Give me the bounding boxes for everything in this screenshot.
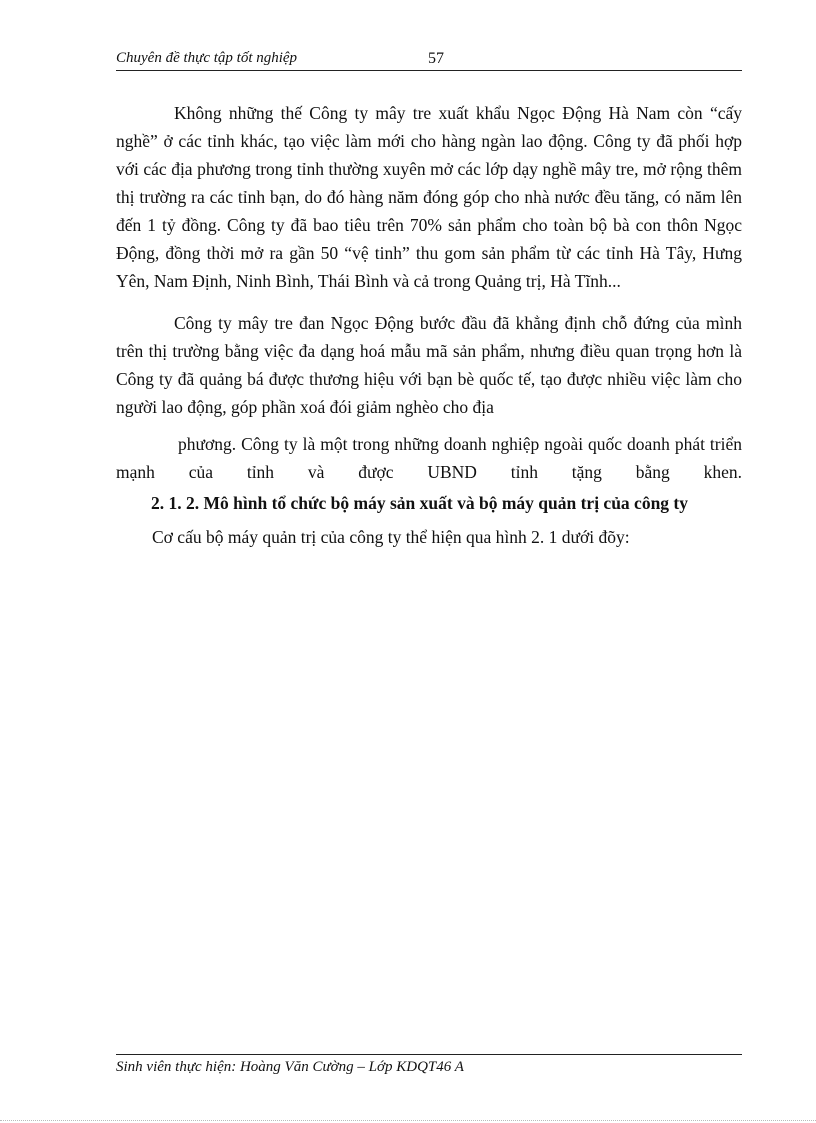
document-body (116, 99, 742, 551)
header-title: Chuyên đề thực tập tốt nghiệp (116, 50, 298, 66)
paragraph: phương. Công ty là một trong những doanh nghiệp ngoài quốc doanh phát triển mạnh của tỉnh và được UBND tỉnh tặng bằng khen. (116, 434, 742, 482)
page-number: 57 (428, 50, 444, 67)
paragraph: Cơ cấu bộ máy quản trị của công ty thể hiện qua hình 2. 1 dưới đõy: (152, 527, 630, 547)
paragraph: Không những thế Công ty mây tre xuất khẩu Ngọc Động Hà Nam còn “cấy nghề” ở các tỉnh khác, tạo việc làm mới cho hàng ngàn lao động. Công ty đã phối hợp với các địa phương trong tỉnh thường xuyên mở các lớp dạy nghề mây tre, mở rộng thêm thị trường ra các tỉnh bạn, do đó hàng năm đóng góp cho nhà nước đều tăng, có năm lên đến 1 tỷ đồng. Công ty đã bao tiêu trên 70% sản phẩm cho toàn bộ bà con thôn Ngọc Động, đồng thời mở ra gần 50 “vệ tinh” thu gom sản phẩm từ các tỉnh Hà Tây, Hưng Yên, Nam Định, Ninh Bình, Thái Bình và cả trong Quảng trị, Hà Tĩnh... (116, 103, 742, 291)
section-heading: 2. 1. 2. Mô hình tổ chức bộ máy sản xuất và bộ máy quản trị của công ty (151, 493, 689, 513)
footer-text: Sinh viên thực hiện: Hoàng Văn Cường – Lớp KDQT46 A (116, 1059, 464, 1075)
paragraph: Công ty mây tre đan Ngọc Động bước đầu đã khẳng định chỗ đứng của mình trên thị trường bằng việc đa dạng hoá mẫu mã sản phẩm, nhưng điều quan trọng hơn là Công ty đã quảng bá được thương hiệu với bạn bè quốc tế, tạo được nhiều việc làm cho người lao động, góp phần xoá đói giảm nghèo cho địa (116, 313, 742, 417)
page-footer (116, 1054, 742, 1076)
page-bottom-border (0, 1120, 816, 1121)
page-header (116, 48, 742, 71)
